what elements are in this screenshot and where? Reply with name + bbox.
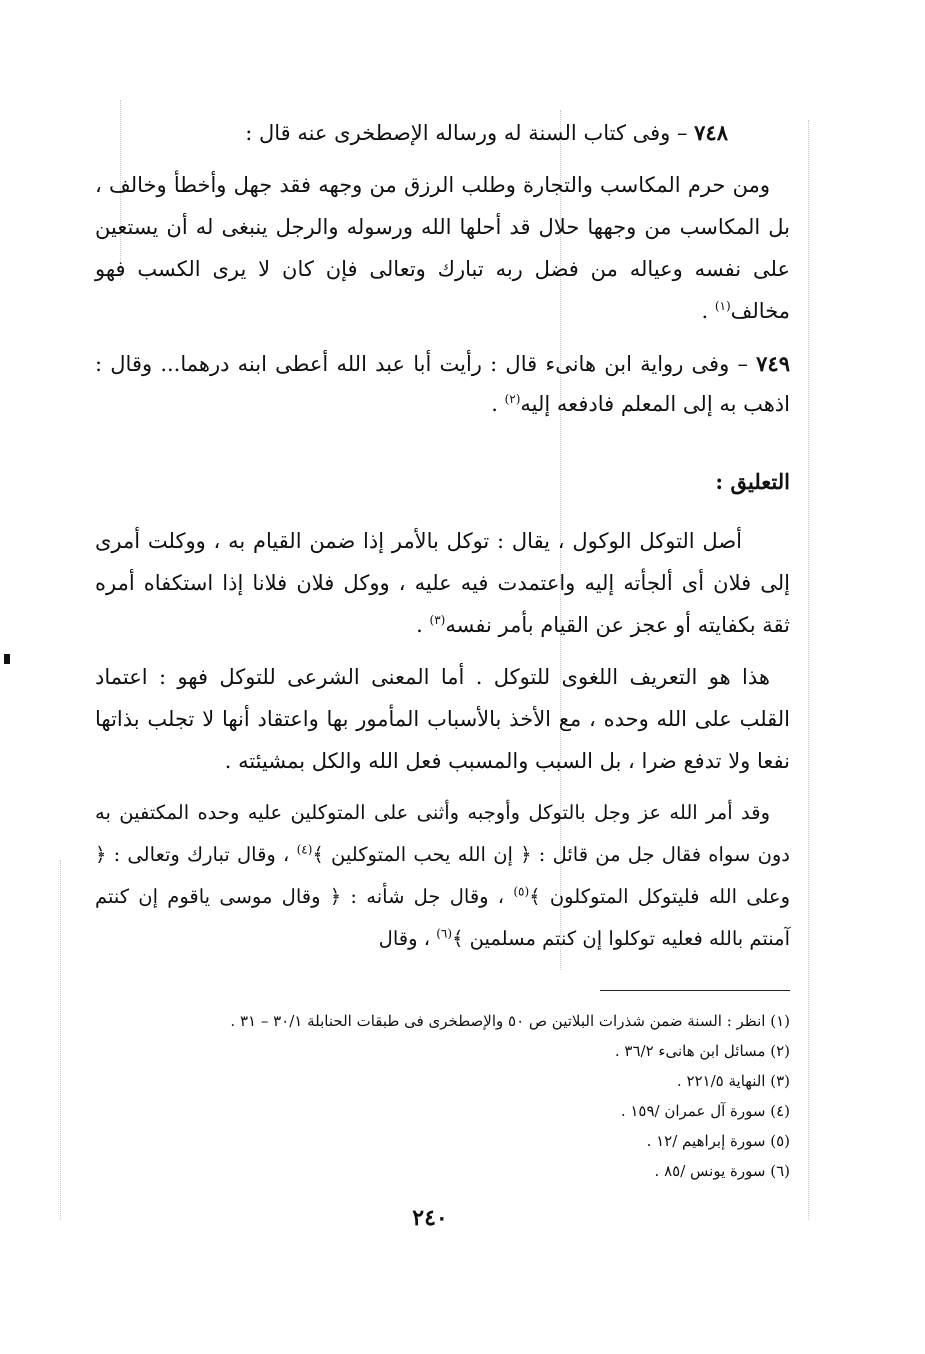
scan-artifact-line <box>808 120 809 1220</box>
footnote-6: (٦) سورة يونس /٨٥ . <box>654 1162 790 1180</box>
item-748 <box>95 112 790 332</box>
footnote-ref: (٥) <box>513 884 530 899</box>
footnote-ref: (٣) <box>429 613 446 627</box>
paragraph-text: ، وقال جل شأنه : ﴿ وقال موسى ياقوم إن كنتم آمنتم بالله فعليه توكلوا إن كنتم مسلمين ﴾ <box>95 885 790 950</box>
paragraph-text: وقد أمر الله عز وجل بالتوكل وأوجبه وأثنى على المتوكلين عليه وحده المكتفين به دون سواه فقال جل من قائل : ﴿ إن الله يحب المتوكلين ﴾ <box>95 801 790 866</box>
footnote-3: (٣) النهاية ٢٢١/٥ . <box>676 1072 790 1090</box>
footnotes <box>95 1006 790 1186</box>
item-number: ٧٤٩ <box>756 351 790 376</box>
margin-mark <box>4 654 10 664</box>
footnote-4: (٤) سورة آل عمران /١٥٩ . <box>620 1102 790 1120</box>
footnote-separator <box>600 990 790 991</box>
item-748-body <box>95 164 790 332</box>
footnote-ref: (١) <box>714 299 731 313</box>
item-body: ومن حرم المكاسب والتجارة وطلب الرزق من وجهه فقد جهل وأخطأ وخالف ، بل المكاسب من وجهها حلال قد أحلها الله ورسوله والرجل ينبغى له أن يستعين على نفسه وعياله من فضل ربه تبارك وتعالى فإن كان لا يرى الكسب فهو مخالف <box>95 173 790 323</box>
commentary-paragraph-1 <box>95 520 790 646</box>
paragraph-text: أصل التوكل الوكول ، يقال : توكل بالأمر إذا ضمن القيام به ، ووكلت أمرى إلى فلان أى ألجأته إليه واعتمدت فيه عليه ، ووكل فلان فلانا إذا استكفاه أمره ثقة بكفايته أو عجز عن القيام بأمر نفسه <box>95 529 790 637</box>
footnote-ref: (٢) <box>504 392 521 406</box>
commentary-paragraph-3 <box>95 792 790 960</box>
page-number: ٢٤٠ <box>412 1205 448 1231</box>
footnote-ref: (٤) <box>296 842 313 857</box>
item-749 <box>95 344 790 424</box>
commentary-section <box>95 462 790 960</box>
footnote-ref: (٦) <box>436 926 453 941</box>
scan-artifact-line <box>60 860 61 1220</box>
commentary-paragraph-2: هذا هو التعريف اللغوى للتوكل . أما المعنى الشرعى للتوكل فهو : اعتماد القلب على الله وحده ، مع الأخذ بالأسباب المأمور بها واعتقاد أنها لا تجلب بذاتها نفعا ولا تدفع ضرا ، بل السبب والمسبب فعل الله والكل بمشيئته . <box>95 665 790 773</box>
item-number: ٧٤٨ <box>694 120 728 145</box>
punctuation: . <box>701 299 715 323</box>
item-intro: – وفى كتاب السنة له ورساله الإصطخرى عنه قال : <box>245 121 695 145</box>
paragraph-text: ، وقال تبارك وتعالى : ﴿ وعلى الله فليتوكل المتوكلون ﴾ <box>95 843 790 908</box>
footnote-1: (١) انظر : السنة ضمن شذرات البلاتين ص ٥٠ والإصطخرى فى طبقات الحنابلة ٣٠/١ – ٣١ . <box>230 1012 790 1030</box>
paragraph-text: ، وقال <box>378 927 437 950</box>
footnote-5: (٥) سورة إبراهيم /١٢ . <box>646 1132 790 1150</box>
commentary-heading: التعليق : <box>715 469 790 494</box>
punctuation: . <box>416 613 430 637</box>
item-748-heading <box>95 112 790 154</box>
footnote-2: (٢) مسائل ابن هانىء ٣٦/٢ . <box>614 1042 790 1060</box>
item-749-text <box>95 344 790 424</box>
item-text: – وفى رواية ابن هانىء قال : رأيت أبا عبد الله أعطى ابنه درهما... وقال : اذهب به إلى المعلم فادفعه إليه <box>95 352 790 416</box>
punctuation: . <box>491 392 505 416</box>
